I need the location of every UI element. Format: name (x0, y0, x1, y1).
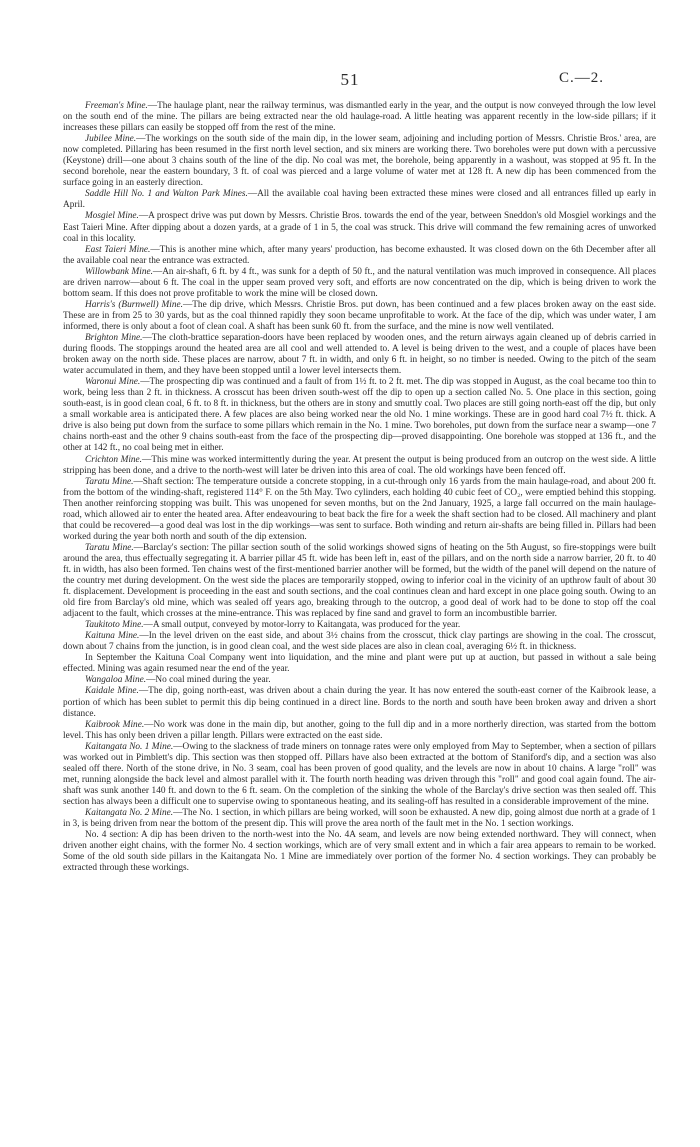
mine-name-heading: Mosgiel Mine. (85, 211, 139, 222)
mine-name-heading: Wangaloa Mine. (85, 675, 147, 686)
mine-report-paragraph (63, 686, 656, 719)
paragraph-text: —The workings on the south side of the main dip, in the lower seam, adjoining and including portion of Messrs. Christie Bros.' area, are now completed. Pillaring has been resumed in the first north level section, and six miners are working there. Two boreholes were put down with a percussive (Keystone) drill—one about 3 chains south of the line of the dip. No coal was met, the borehole, being apparently in a washout, was stopped at 95 ft. In the second borehole, near the eastern boundary, 3 ft. of coal was pierced and a large volume of water met at 128 ft. A new dip has been commenced from the surface going in an easterly direction. (63, 134, 656, 189)
mine-report-paragraph (63, 101, 656, 134)
paragraph-text: —Barclay's section: The pillar section south of the solid workings showed signs of heating on the 5th August, so fire-stoppings were built around the area, thus effectually segregating it. A barrier pillar 45 ft. wide has been left in, east of the pillars, and on the north side a narrow barrier, 20 ft. to 40 ft. in width, has also been formed. Ten chains west of the first-mentioned barrier another will be formed, but the width of the panel will depend on the nature of the country met during development. On the west side the places are temporarily stopped, owing to inferior coal in the vicinity of an upthrow fault of about 30 ft. displacement. Development is proceeding in the east and south sections, and the coal continues clean and hard except in one place going south. Owing to an old fire from Barclay's old mine, which was sealed off years ago, breaking through to the outcrop, a good deal of work had to be done to stop off the coal adjacent to the fault, which crosses at the mine-entrance. This was replaced by fine sand and gravel to form an incombustible barrier. (63, 542, 657, 620)
mine-name-heading: Kaibrook Mine. (85, 719, 145, 730)
mine-report-paragraph (63, 620, 656, 631)
paragraph-text: —The dip, going north-east, was driven about a chain during the year. It has now entered the south-east corner of the Kaibrook lease, a portion of which has been sublet to permit this dip being continued in a direct line. Bords to the north and south have been broken away and driven a short distance. (63, 686, 656, 719)
mine-report-paragraph (63, 189, 656, 211)
mine-name-heading: Waronui Mine. (85, 377, 141, 388)
mine-report-paragraph (63, 808, 656, 830)
mine-report-paragraph (63, 631, 656, 653)
mine-name-heading: Kaituna Mine. (85, 631, 140, 642)
mine-name-heading: Freeman's Mine. (85, 101, 148, 111)
paragraph-text: —Shaft section: The temperature outside a concrete stopping, in a cut-through only 16 yards from the main haulage-road, and about 200 ft. from the bottom of the winding-shaft, registered 114° F. on the 5th May. Two cylinders, each holding 40 cubic feet of CO₂, were emptied behind this stopping. Then another reinforcing stopping was built. This was unopened for seven months, but on the 2nd January, 1925, a large fall occurred on the main haulage-road, which allowed air to enter the heated area. After endeavouring to beat back the fire for a week the shaft section had to be closed. All machinery and plant that could be recovered—a good deal was lost in the dip workings—was sent to surface. Both winding and return air-shafts are being filled in. Pillars had been worked during the year both north and south of the dip extension. (63, 476, 656, 542)
mine-name-heading: Willowbank Mine. (85, 266, 153, 277)
mine-report-paragraph (63, 830, 656, 874)
document-reference: C.—2. (558, 70, 604, 86)
paragraph-text: —The haulage plant, near the railway terminus, was dismantled early in the year, and the output is now conveyed through the low level on the south end of the mine. The pillars are being extracted near the old haulage-road. A little heating was apparent recently in the low-side pillars; if it increases these pillars can easily be stopped off from the rest of the mine. (63, 101, 656, 134)
mine-report-paragraph (63, 720, 656, 742)
mine-report-paragraph (63, 377, 656, 454)
mine-name-heading: Brighton Mine. (85, 332, 143, 343)
mine-report-paragraph (63, 267, 656, 300)
paragraph-text: —Owing to the slackness of trade miners on tonnage rates were only employed from May to September, when a section of pillars was worked out in Pimblett's dip. This section was then stopped off. Pillars have also been extracted at the bottom of Staniford's dip, and a section was also sealed off there. North of the stone drive, in No. 3 seam, coal has been proven of good quality, and the levels are now in about 10 chains. A large "roll" was met, running alongside the back level and almost parallel with it. The fourth north heading was driven through this "roll" and good coal again found. The air-shaft was sunk another 140 ft. and down to the 6 ft. seam. On the completion of the sinking the whole of the Barclay's drive section was then sealed off. This section has always been a difficult one to supervise owing to spontaneous heating, and its sealing-off has resulted in a considerable improvement of the mine. (63, 741, 657, 807)
paragraph-text: In September the Kaituna Coal Company went into liquidation, and the mine and plant were put up at auction, but passed in without a sale being effected. Mining was again resumed near the end of the year. (63, 653, 656, 675)
paragraph-text: —A prospect drive was put down by Messrs. Christie Bros. towards the end of the year, between Sneddon's old Mosgiel workings and the East Taieri Mine. After dipping about a dozen yards, at a grade of 1 in 5, the coal was struck. This drive will command the few remaining acres of unworked coal in this locality. (63, 211, 656, 244)
mine-report-paragraph (63, 477, 656, 543)
mine-name-heading: Crichton Mine. (85, 454, 143, 465)
paragraph-text: —A small output, conveyed by motor-lorry to Kaitangata, was produced for the year. (143, 620, 461, 631)
page-header (0, 70, 700, 92)
mine-report-paragraph (63, 333, 656, 377)
mine-name-heading: Kaitangata No. 1 Mine. (85, 741, 174, 752)
mine-name-heading: Taukitoto Mine. (85, 620, 144, 631)
report-body (63, 101, 656, 874)
paragraph-text: —The No. 1 section, in which pillars are being worked, will soon be exhausted. A new dip, going almost due north at a grade of 1 in 3, is being driven from near the bottom of the present dip. This will prove the area north of the fault met in the No. 1 section workings. (63, 808, 656, 830)
mine-report-paragraph (63, 300, 656, 333)
mine-name-heading: Saddle Hill No. 1 and Walton Park Mines. (85, 189, 248, 200)
mine-name-heading: Taratu Mine. (85, 542, 134, 553)
mine-report-paragraph (63, 455, 656, 477)
mine-report-paragraph (63, 211, 656, 244)
paragraph-text: —An air-shaft, 6 ft. by 4 ft., was sunk for a depth of 50 ft., and the natural ventilation was much improved in consequence. All places are driven narrow—about 6 ft. The coal in the upper seam proved very soft, and efforts are now concentrated on the dip, which is being driven to work the bottom seam. If this does not prove profitable to work the mine will be closed down. (63, 266, 656, 299)
paragraph-text: No. 4 section: A dip has been driven to the north-west into the No. 4A seam, and levels are now being extended northward. They will connect, when driven another eight chains, with the former No. 4 section workings, which are of very small extent and in which a fair area appears to remain to be worked. Some of the old south side pillars in the Kaitangata No. 1 Mine are immediately over portion of the former No. 4 section workings. They can probably be extracted through these workings. (63, 830, 656, 874)
mine-name-heading: East Taieri Mine. (85, 244, 151, 255)
mine-report-paragraph (63, 742, 656, 808)
mine-report-paragraph (63, 543, 656, 620)
mine-name-heading: Kaidale Mine. (85, 686, 139, 697)
page-number: 51 (340, 70, 360, 89)
paragraph-text: —No coal mined during the year. (146, 675, 271, 686)
paragraph-text: —No work was done in the main dip, but another, going to the full dip and in a more northerly direction, was started from the bottom level. This has only been driven a pillar length. Pillars were extracted on the east side. (63, 719, 657, 741)
paragraph-text: —This mine was worked intermittently during the year. At present the output is being produced from an outcrop on the west side. A little stripping has been done, and a drive to the north-west will later be driven into this area of coal. The old workings have been fenced off. (63, 454, 657, 476)
paragraph-text: —The prospecting dip was continued and a fault of from 1½ ft. to 2 ft. met. The dip was stopped in August, as the coal became too thin to work, being less than 2 ft. in thickness. A crosscut has been driven south-west off the dip to open up a section called No. 5. One place in this section, going south-east, is in good clean coal, 6 ft. to 8 ft. in thickness, but the others are in stony and smuttly coal. Two places are still going north-east off the dip, but only a small workable area is anticipated there. A few places are also being worked near the old No. 1 mine workings. These are in good hard coal 7½ ft. thick. A drive is also being put down from the surface to some pillars which remain in the No. 1 mine. Two boreholes, put down from the surface near a swamp—one 7 chains north-east and the other 9 chains south-east from the face of the prospecting dip—proved disappointing. One borehole was stopped at 136 ft., and the other at 142 ft., no coal being met in either. (63, 377, 657, 454)
mine-name-heading: Harris's (Burnwell) Mine. (85, 299, 183, 310)
mine-report-paragraph (63, 134, 656, 189)
paragraph-text: —All the available coal having been extracted these mines were closed and all entrances filled up early in April. (63, 189, 656, 211)
paragraph-text: —In the level driven on the east side, and about 3½ chains from the crosscut, thick clay partings are showing in the coal. The crosscut, down about 7 chains from the junction, is in good clean coal, and the west side places are also in clean coal, averaging 6½ ft. in thickness. (63, 631, 656, 653)
mine-name-heading: Kaitangata No. 2 Mine. (85, 808, 174, 818)
mine-name-heading: Taratu Mine. (85, 476, 134, 487)
paragraph-text: —This is another mine which, after many years' production, has become exhausted. It was closed down on the 6th December after all the available coal near the entrance was extracted. (63, 244, 656, 266)
mine-report-paragraph (63, 675, 656, 686)
mine-report-paragraph (63, 245, 656, 267)
paragraph-text: —The dip drive, which Messrs. Christie Bros. put down, has been continued and a few places broken away on the east side. These are in from 25 to 30 yards, but as the coal thinned rapidly they soon became unprofitable to work. At the face of the dip, which was under water, I am informed, there is only about a foot of clean coal. A shaft has been sunk 60 ft. from the surface, and the mine is now well ventilated. (63, 299, 656, 332)
mine-report-paragraph (63, 653, 656, 675)
paragraph-text: —The cloth-brattice separation-doors have been replaced by wooden ones, and the return airways again cleaned up of debris carried in during floods. The stoppings around the heated area are all cool and well attended to. A level is being driven to the west, and a couple of places have been broken away on the north side. These places are narrow, about 7 ft. in width, and only 6 ft. in height, so no timber is needed. Owing to the pitch of the seam water accumulated in them, and they have been stopped until a lower level intersects them. (63, 332, 656, 377)
mine-name-heading: Jubilee Mine. (85, 134, 137, 145)
